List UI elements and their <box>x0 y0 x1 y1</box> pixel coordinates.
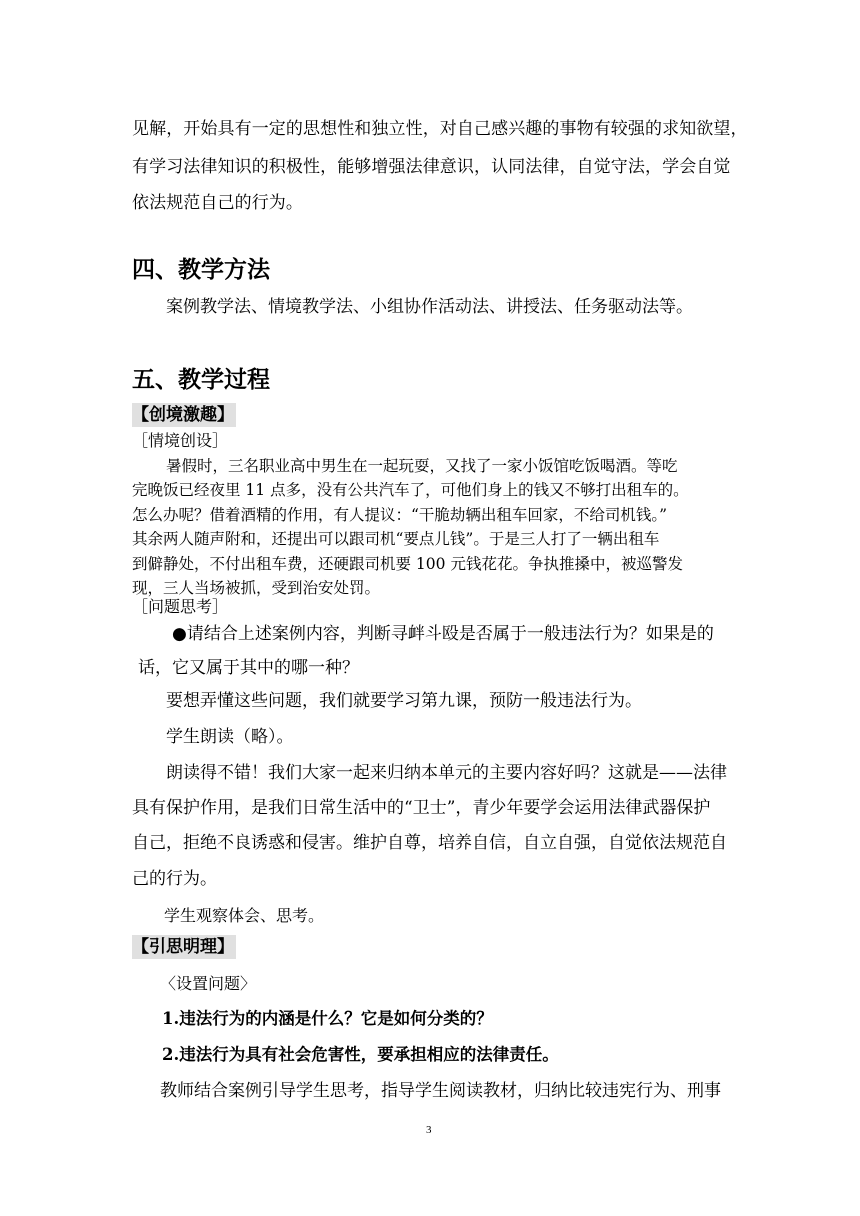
scenario-label: ［情境创设］ <box>132 431 229 450</box>
section-heading-teaching-methods: 四、教学方法 <box>132 257 270 283</box>
intro-line-2: 有学习法律知识的积极性，能够增强法律意识，认同法律，自觉守法，学会自觉 <box>132 157 731 177</box>
question-label: ［问题思考］ <box>132 597 229 616</box>
summary-line-4: 己的行为。 <box>132 869 217 889</box>
scenario-line-6: 现，三人当场被抓，受到治安处罚。 <box>132 579 381 597</box>
paragraph-student-reading: 学生朗读（略）。 <box>166 727 294 747</box>
summary-line-1: 朗读得不错！我们大家一起来归纳本单元的主要内容好吗？这就是——法律 <box>166 763 727 783</box>
summary-line-3: 自己，拒绝不良诱惑和侵害。维护自尊，培养自信，自立自强，自觉依法规范自 <box>132 833 727 853</box>
paragraph-learn-ninth-lesson: 要想弄懂这些问题，我们就要学习第九课，预防一般违法行为。 <box>166 691 642 711</box>
scenario-line-1: 暑假时，三名职业高中男生在一起玩耍，又找了一家小饭馆吃饭喝酒。等吃 <box>166 457 678 475</box>
paragraph-observe-think: 学生观察体会、思考。 <box>164 906 325 925</box>
paragraph-teacher-guidance: 教师结合案例引导学生思考，指导学生阅读教材，归纳比较违宪行为、刑事 <box>160 1081 721 1101</box>
part-label-create-interest: 【创境激趣】 <box>132 405 234 425</box>
section-heading-teaching-process: 五、教学过程 <box>132 367 270 393</box>
question-1: 1.违法行为的内涵是什么？它是如何分类的？ <box>162 1009 493 1028</box>
setup-question-label: 〈设置问题〉 <box>160 974 257 993</box>
question-line-1: ●请结合上述案例内容，判断寻衅斗殴是否属于一般违法行为？如果是的 <box>172 624 714 644</box>
page-number: 3 <box>426 1124 432 1136</box>
intro-line-3: 依法规范自己的行为。 <box>132 193 303 213</box>
teaching-methods-text: 案例教学法、情境教学法、小组协作活动法、讲授法、任务驱动法等。 <box>166 297 693 317</box>
part-label-guide-reason: 【引思明理】 <box>132 937 234 957</box>
scenario-line-5: 到僻静处，不付出租车费，还硬跟司机要 100 元钱花花。争执推搡中，被巡警发 <box>132 555 683 573</box>
scenario-line-3: 怎么办呢？借着酒精的作用，有人提议：“干脆劫辆出租车回家，不给司机钱。” <box>132 506 668 524</box>
intro-line-1: 见解，开始具有一定的思想性和独立性，对自己感兴趣的事物有较强的求知欲望， <box>132 119 748 139</box>
question-2: 2.违法行为具有社会危害性，要承担相应的法律责任。 <box>162 1045 559 1064</box>
summary-line-2: 具有保护作用，是我们日常生活中的“卫士”，青少年要学会运用法律武器保护 <box>132 798 711 818</box>
scenario-line-4: 其余两人随声附和，还提出可以跟司机“要点儿钱”。于是三人打了一辆出租车 <box>132 530 660 548</box>
scenario-line-2: 完晚饭已经夜里 11 点多，没有公共汽车了，可他们身上的钱又不够打出租车的。 <box>132 481 689 499</box>
question-line-2: 话，它又属于其中的哪一种？ <box>138 658 359 678</box>
